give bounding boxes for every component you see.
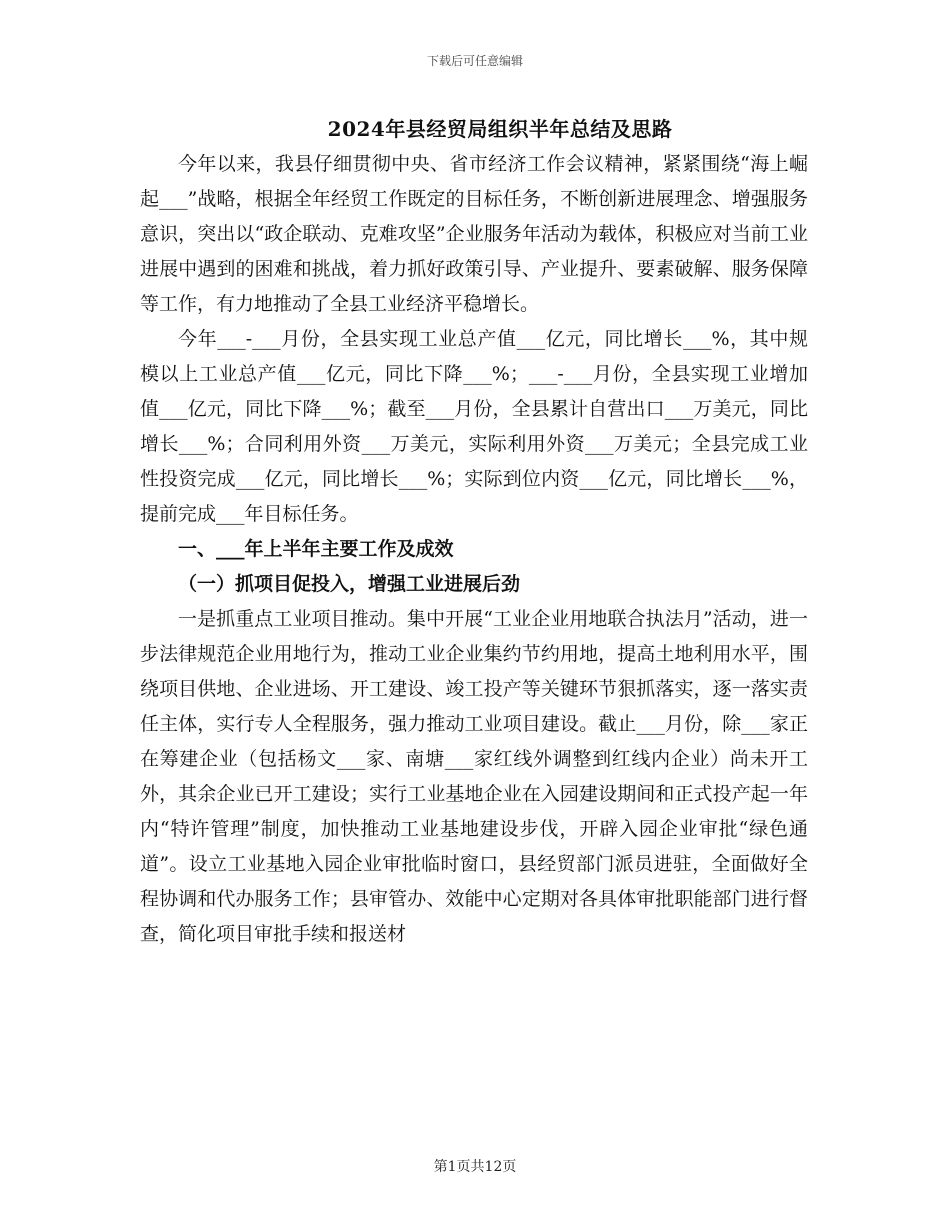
paragraph-projects: 一是抓重点工业项目推动。集中开展“工业企业用地联合执法月”活动，进一步法律规范企业用地行为，推动工业企业集约节约用地，提高土地利用水平，围绕项目供地、企业进场、开工建设、竣工投产等关键环节狠抓落实，逐一落实责任主体，实行专人全程服务，强力推动工业项目建设。截止___月份，除___家正在筹建企业（包括杨文___家、南塘___家红线外调整到红线内企业）尚未开工外，其余企业已开工建设；实行工业基地企业在入园建设期间和正式投产起一年内“特许管理”制度，加快推动工业基地建设步伐，开辟入园企业审批“绿色通道”。设立工业基地入园企业审批临时窗口，县经贸部门派员进驻，全面做好全程协调和代办服务工作；县审管办、效能中心定期对各具体审批职能部门进行督查，简化项目审批手续和报送材	[140, 608, 808, 945]
page-number: 第1页共12页	[433, 1159, 517, 1175]
paragraph-intro: 今年以来，我县仔细贯彻中央、省市经济工作会议精神，紧紧围绕“海上崛起___”战略，根据全年经贸工作既定的目标任务，不断创新进展理念、增强服务意识，突出以“政企联动、克难攻坚”企业服务年活动为载体，积极应对当前工业进展中遇到的困难和挑战，着力抓好政策引导、产业提升、要素破解、服务保障等工作，有力地推动了全县工业经济平稳增长。	[140, 153, 808, 315]
header-note: 下载后可任意编辑	[426, 54, 523, 68]
paragraph-statistics: 今年___-___月份，全县实现工业总产值___亿元，同比增长___%，其中规模以上工业总产值___亿元，同比下降___%；___-___月份，全县实现工业增加值___亿元，同比下降___%；截至___月份，全县累计自营出口___万美元，同比增长___%；合同利用外资___万美元，实际利用外资___万美元；全县完成工业性投资完成___亿元，同比增长___%；实际到位内资___亿元，同比增长___%，提前完成___年目标任务。	[140, 328, 808, 525]
document-title: 2024年县经贸局组织半年总结及思路	[327, 117, 673, 141]
document-body	[140, 147, 808, 952]
subsection-heading: （一）抓项目促投入，增强工业进展后劲	[178, 573, 521, 595]
section-heading: 一、___年上半年主要工作及成效	[178, 538, 454, 560]
